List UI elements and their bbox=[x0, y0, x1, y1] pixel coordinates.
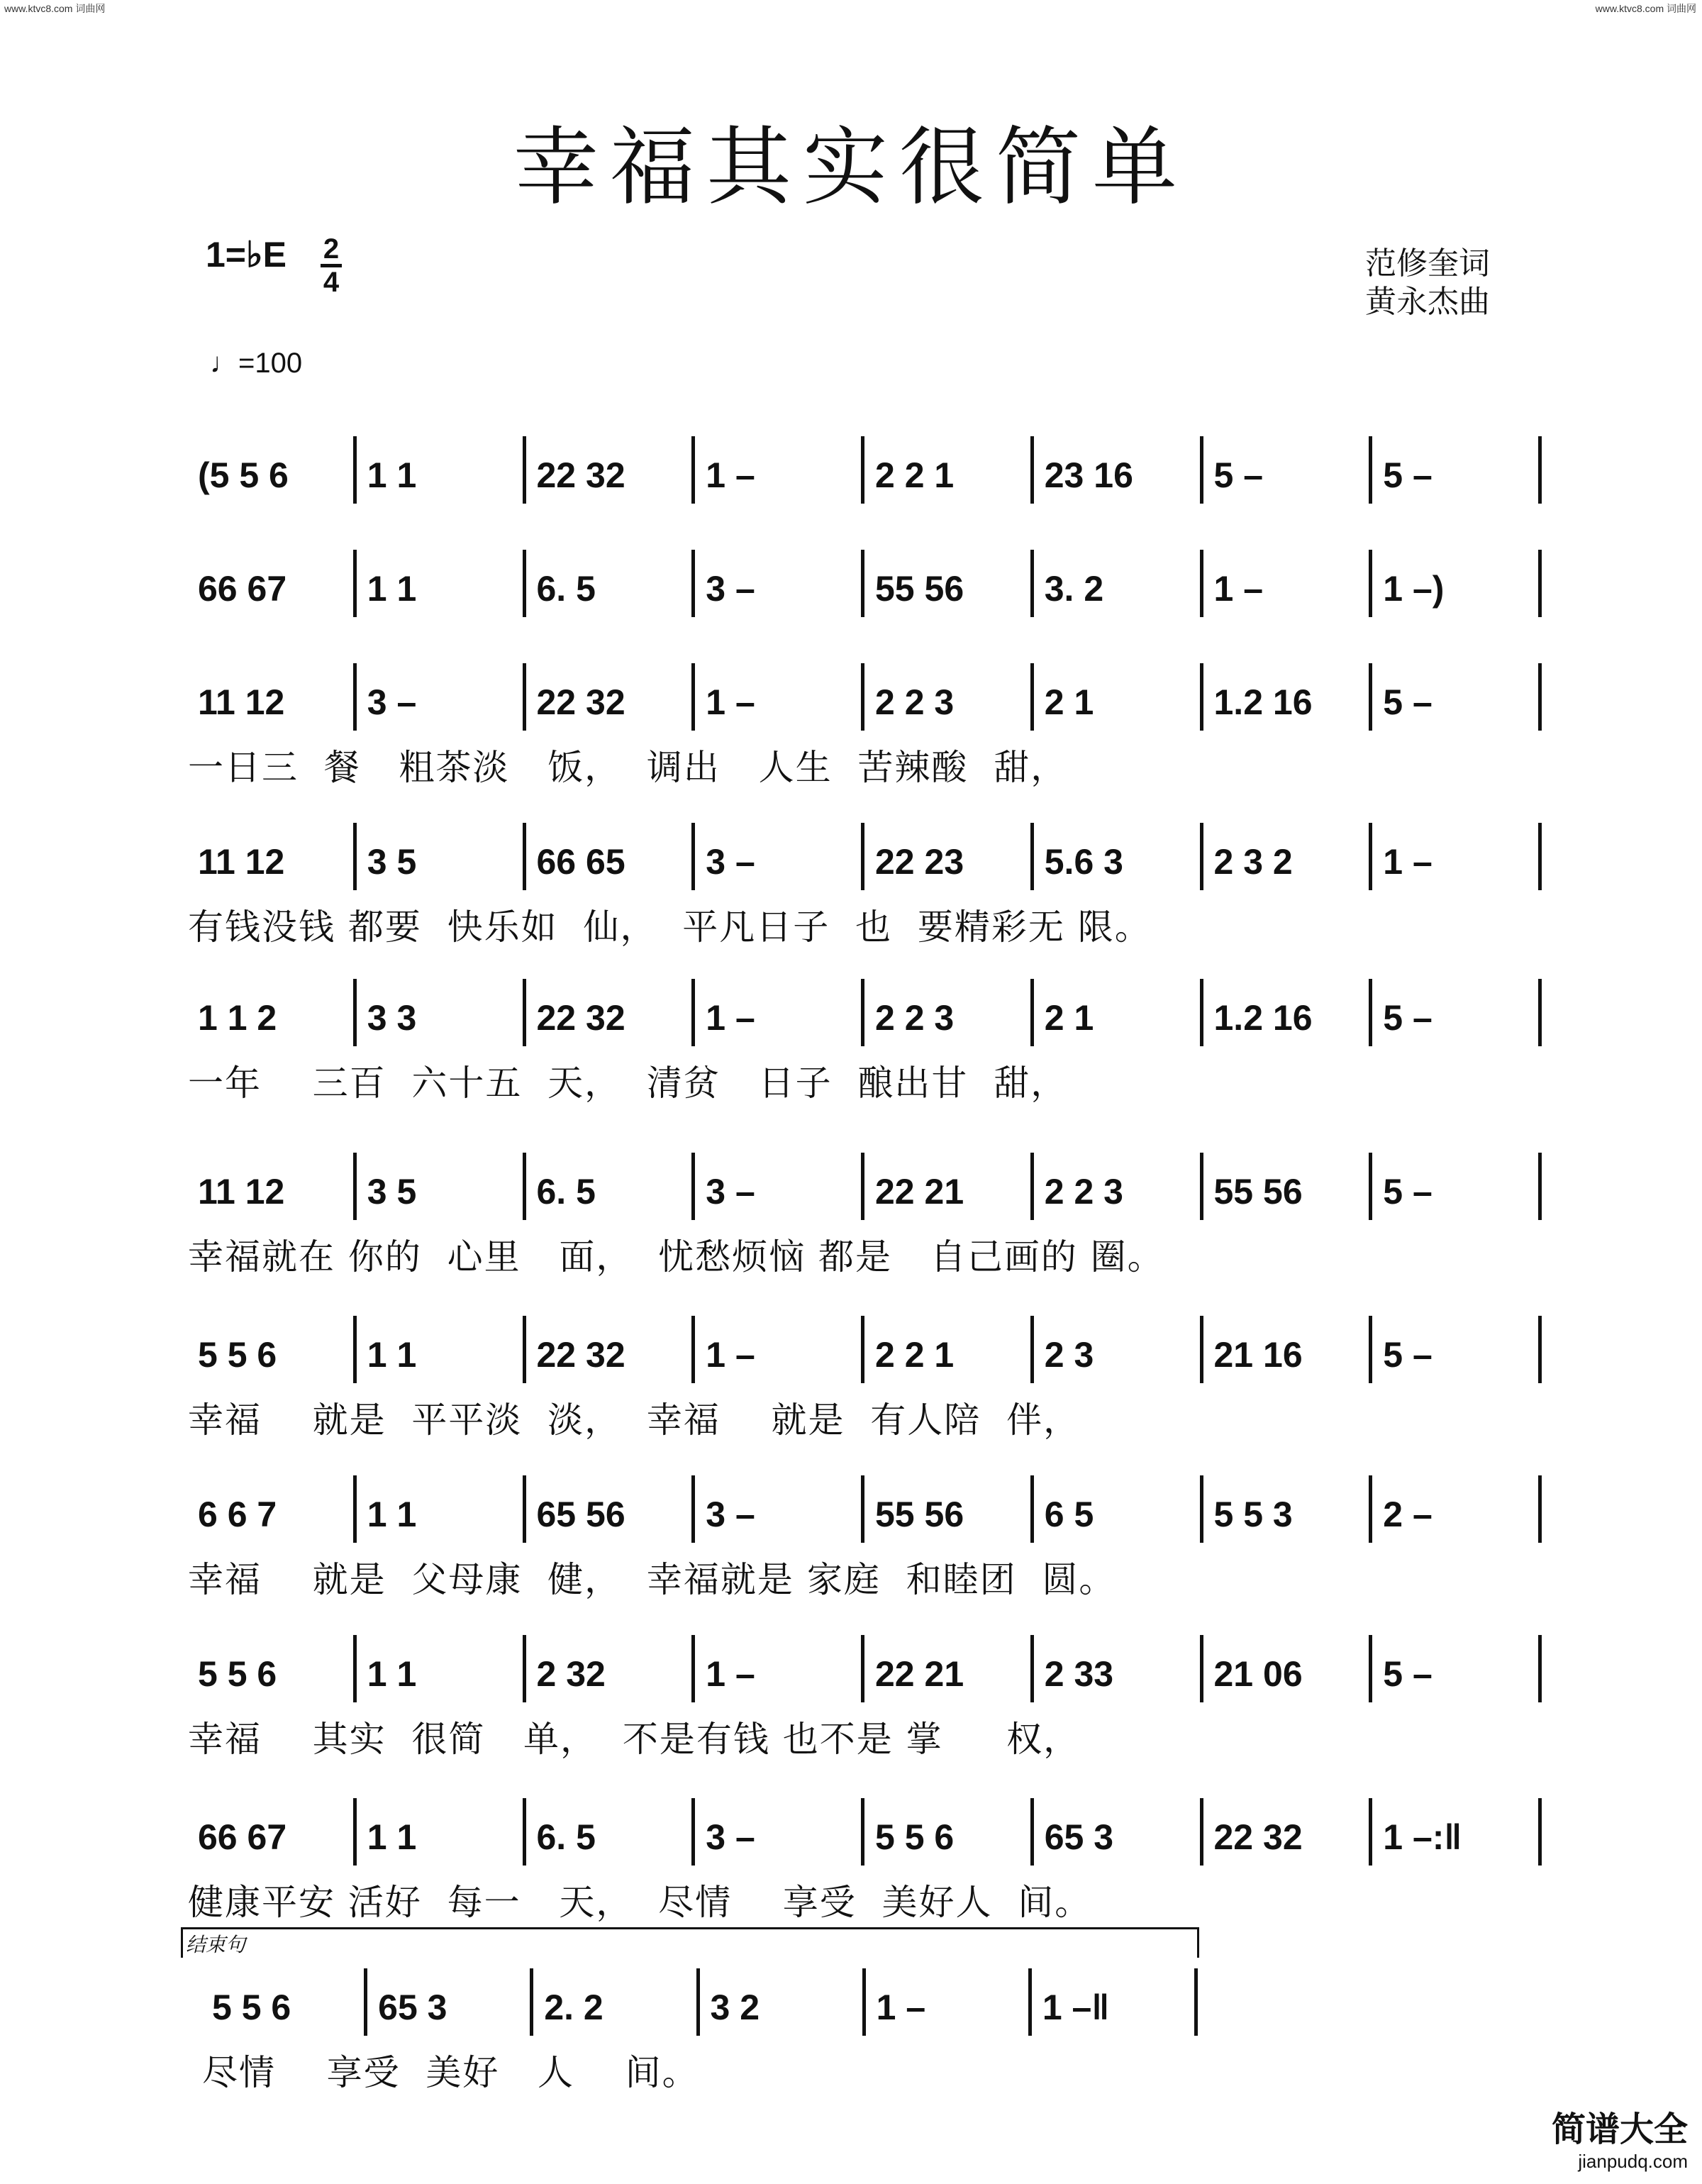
coda-row bbox=[0, 1986, 1702, 2092]
barline bbox=[1369, 979, 1372, 1046]
measure: 5 5 6 bbox=[198, 1654, 277, 1694]
barline bbox=[1369, 1798, 1372, 1866]
logo-site: jianpudq.com bbox=[1578, 2151, 1688, 2172]
barline bbox=[1030, 1475, 1034, 1543]
barline bbox=[530, 1968, 533, 2036]
measure: 6 6 7 bbox=[198, 1495, 277, 1534]
barline bbox=[691, 663, 695, 731]
measure: (5 5 6 bbox=[198, 455, 289, 495]
barline bbox=[353, 1153, 357, 1220]
barline bbox=[353, 979, 357, 1046]
staff-row bbox=[0, 997, 1702, 1103]
barline bbox=[1538, 663, 1542, 731]
barline bbox=[353, 436, 357, 504]
barline bbox=[696, 1968, 700, 2036]
barline bbox=[691, 1635, 695, 1702]
barline bbox=[691, 436, 695, 504]
measure: 11 12 bbox=[198, 1172, 285, 1212]
staff-row bbox=[0, 1816, 1702, 1922]
measure: 3 2 bbox=[710, 1988, 760, 2027]
measure: 1 – bbox=[706, 998, 755, 1038]
staff-row bbox=[0, 1334, 1702, 1440]
measure: 23 16 bbox=[1044, 455, 1133, 495]
measure: 22 32 bbox=[536, 682, 625, 722]
measure: 1 1 2 bbox=[198, 998, 277, 1038]
measure: 55 56 bbox=[875, 1495, 964, 1534]
barline bbox=[691, 1153, 695, 1220]
measure: 1 –‖ bbox=[1042, 1988, 1110, 2027]
measure: 5 – bbox=[1383, 998, 1433, 1038]
barline bbox=[353, 1475, 357, 1543]
measure: 66 67 bbox=[198, 569, 287, 609]
measure: 2 – bbox=[1383, 1495, 1433, 1534]
barline bbox=[862, 1968, 866, 2036]
measure: 5 – bbox=[1383, 455, 1433, 495]
barline bbox=[691, 550, 695, 617]
measure: 66 67 bbox=[198, 1817, 287, 1857]
time-signature bbox=[321, 234, 342, 297]
measure: 3 3 bbox=[367, 998, 417, 1038]
measure: 1 1 bbox=[367, 1817, 417, 1857]
measure: 2 3 2 bbox=[1213, 842, 1293, 882]
barline bbox=[1538, 1153, 1542, 1220]
barline bbox=[523, 1316, 526, 1383]
measure: 2 3 bbox=[1044, 1335, 1094, 1375]
tempo-marking: ♩=100 bbox=[210, 348, 303, 379]
barline bbox=[861, 1316, 864, 1383]
barline bbox=[691, 1316, 695, 1383]
staff-row bbox=[0, 1653, 1702, 1759]
measure: 3 – bbox=[706, 1495, 755, 1534]
measure: 2 32 bbox=[536, 1654, 606, 1694]
barline bbox=[1369, 1475, 1372, 1543]
measure: 11 12 bbox=[198, 682, 285, 722]
barline bbox=[1200, 1635, 1203, 1702]
measure: 6. 5 bbox=[536, 1172, 596, 1212]
measure: 22 21 bbox=[875, 1654, 964, 1694]
staff-row bbox=[0, 567, 1702, 674]
measure: 5 5 3 bbox=[1213, 1495, 1293, 1534]
measure: 3 – bbox=[706, 1172, 755, 1212]
barline bbox=[1369, 823, 1372, 890]
barline bbox=[1200, 550, 1203, 617]
measure: 2 2 1 bbox=[875, 455, 955, 495]
barline bbox=[523, 1635, 526, 1702]
measure: 65 3 bbox=[378, 1988, 447, 2027]
lyric-line: 幸福 就是 父母康 健， 幸福就是 家庭 和睦团 圆。 bbox=[188, 1559, 1116, 1600]
measure: 65 3 bbox=[1044, 1817, 1114, 1857]
measure: 3 5 bbox=[367, 842, 417, 882]
barline bbox=[691, 1475, 695, 1543]
measure: 22 32 bbox=[1213, 1817, 1303, 1857]
measure: 1 – bbox=[706, 1654, 755, 1694]
measure: 55 56 bbox=[1213, 1172, 1303, 1212]
measure: 1 – bbox=[706, 1335, 755, 1375]
measure: 2 2 3 bbox=[1044, 1172, 1123, 1212]
measure: 21 06 bbox=[1213, 1654, 1303, 1694]
measure: 3 – bbox=[706, 842, 755, 882]
measure: 1 1 bbox=[367, 1654, 417, 1694]
measure: 2 33 bbox=[1044, 1654, 1114, 1694]
barline bbox=[1030, 1798, 1034, 1866]
measure: 1 –) bbox=[1383, 569, 1445, 609]
song-title: 幸福其实很简单 bbox=[513, 118, 1189, 217]
measure: 5.6 3 bbox=[1044, 842, 1123, 882]
measure: 3. 2 bbox=[1044, 569, 1104, 609]
measure: 22 32 bbox=[536, 455, 625, 495]
measure: 1.2 16 bbox=[1213, 682, 1313, 722]
barline bbox=[1194, 1968, 1198, 2036]
barline bbox=[1538, 979, 1542, 1046]
measure: 22 32 bbox=[536, 998, 625, 1038]
barline bbox=[353, 550, 357, 617]
measure: 6. 5 bbox=[536, 569, 596, 609]
watermark-right: www.ktvc8.com 词曲网 bbox=[1595, 3, 1696, 14]
barline bbox=[523, 979, 526, 1046]
measure: 1 – bbox=[706, 682, 755, 722]
measure: 6 5 bbox=[1044, 1495, 1094, 1534]
measure: 5 – bbox=[1213, 455, 1264, 495]
measure: 65 56 bbox=[536, 1495, 625, 1534]
barline bbox=[861, 1475, 864, 1543]
measure: 1 1 bbox=[367, 569, 417, 609]
meter-top: 2 bbox=[323, 233, 340, 265]
barline bbox=[1200, 1475, 1203, 1543]
measure: 5 – bbox=[1383, 1335, 1433, 1375]
site-logo bbox=[1552, 2102, 1688, 2173]
barline bbox=[1200, 1798, 1203, 1866]
barline bbox=[1200, 436, 1203, 504]
barline bbox=[861, 663, 864, 731]
barline bbox=[523, 1153, 526, 1220]
measure: 55 56 bbox=[875, 569, 964, 609]
measure: 1 1 bbox=[367, 455, 417, 495]
barline bbox=[1538, 550, 1542, 617]
barline bbox=[364, 1968, 367, 2036]
barline bbox=[1538, 823, 1542, 890]
barline bbox=[1200, 979, 1203, 1046]
measure: 5 – bbox=[1383, 1654, 1433, 1694]
measure: 2 2 1 bbox=[875, 1335, 955, 1375]
barline bbox=[861, 979, 864, 1046]
barline bbox=[1030, 550, 1034, 617]
measure: 1 1 bbox=[367, 1495, 417, 1534]
measure: 3 – bbox=[706, 1817, 755, 1857]
lyric-line: 健康平安 活好 每一 天， 尽情 享受 美好人 间。 bbox=[188, 1882, 1092, 1923]
barline bbox=[1200, 1316, 1203, 1383]
measure: 5 5 6 bbox=[198, 1335, 277, 1375]
barline bbox=[1538, 1798, 1542, 1866]
staff-row bbox=[0, 454, 1702, 560]
measure: 21 16 bbox=[1213, 1335, 1303, 1375]
barline bbox=[523, 1475, 526, 1543]
measure: 5 – bbox=[1383, 1172, 1433, 1212]
barline bbox=[861, 1635, 864, 1702]
staff-row bbox=[0, 1493, 1702, 1600]
barline bbox=[861, 823, 864, 890]
barline bbox=[1369, 550, 1372, 617]
barline bbox=[1200, 1153, 1203, 1220]
measure: 2 2 3 bbox=[875, 682, 955, 722]
watermark-left: www.ktvc8.com 词曲网 bbox=[4, 3, 106, 14]
barline bbox=[353, 663, 357, 731]
measure: 1 – bbox=[1213, 569, 1264, 609]
barline bbox=[1538, 1475, 1542, 1543]
barline bbox=[1030, 823, 1034, 890]
measure: 2 1 bbox=[1044, 998, 1094, 1038]
barline bbox=[523, 663, 526, 731]
barline bbox=[1369, 1316, 1372, 1383]
barline bbox=[691, 1798, 695, 1866]
measure: 2 2 3 bbox=[875, 998, 955, 1038]
logo-name: 简谱大全 bbox=[1551, 2110, 1688, 2149]
measure: 1 1 bbox=[367, 1335, 417, 1375]
barline bbox=[1028, 1968, 1032, 2036]
barline bbox=[1538, 436, 1542, 504]
measure: 5 – bbox=[1383, 682, 1433, 722]
measure: 11 12 bbox=[198, 842, 285, 882]
barline bbox=[353, 1635, 357, 1702]
barline bbox=[1200, 663, 1203, 731]
lyric-line: 幸福就在 你的 心里 面， 忧愁烦恼 都是 自己画的 圈。 bbox=[188, 1236, 1164, 1277]
barline bbox=[1538, 1316, 1542, 1383]
barline bbox=[1369, 1635, 1372, 1702]
lyric-line: 一日三 餐 粗茶淡 饭， 调出 人生 苦辣酸 甜， bbox=[188, 747, 1068, 788]
measure: 22 23 bbox=[875, 842, 964, 882]
barline bbox=[1369, 663, 1372, 731]
barline bbox=[1030, 1153, 1034, 1220]
barline bbox=[691, 823, 695, 890]
measure: 1 – bbox=[1383, 842, 1433, 882]
measure: 66 65 bbox=[536, 842, 625, 882]
barline bbox=[523, 436, 526, 504]
lyric-line: 尽情 享受 美好 人 间。 bbox=[202, 2052, 699, 2093]
barline bbox=[861, 1798, 864, 1866]
composer-credit: 黄永杰曲 bbox=[1365, 284, 1490, 320]
measure: 3 – bbox=[706, 569, 755, 609]
measure: 2. 2 bbox=[544, 1988, 604, 2027]
lyric-line: 幸福 其实 很简 单， 不是有钱 也不是 掌 权， bbox=[188, 1719, 1081, 1760]
barline bbox=[353, 1316, 357, 1383]
measure: 3 – bbox=[367, 682, 417, 722]
barline bbox=[1538, 1635, 1542, 1702]
measure: 22 32 bbox=[536, 1335, 625, 1375]
barline bbox=[353, 1798, 357, 1866]
barline bbox=[523, 823, 526, 890]
staff-row bbox=[0, 841, 1702, 947]
staff-row bbox=[0, 1170, 1702, 1277]
lyric-line: 一年 三百 六十五 天， 清贫 日子 酿出甘 甜， bbox=[188, 1063, 1068, 1104]
coda-label: 结束句 bbox=[186, 1933, 246, 1956]
measure: 2 1 bbox=[1044, 682, 1094, 722]
measure: 22 21 bbox=[875, 1172, 964, 1212]
barline bbox=[1030, 1316, 1034, 1383]
barline bbox=[1030, 979, 1034, 1046]
barline bbox=[353, 823, 357, 890]
barline bbox=[861, 1153, 864, 1220]
measure: 5 5 6 bbox=[212, 1988, 291, 2027]
barline bbox=[861, 550, 864, 617]
measure: 5 5 6 bbox=[875, 1817, 955, 1857]
lyricist-credit: 范修奎词 bbox=[1365, 245, 1490, 282]
barline bbox=[1200, 823, 1203, 890]
credits bbox=[1365, 245, 1490, 321]
barline bbox=[1369, 436, 1372, 504]
measure: 3 5 bbox=[367, 1172, 417, 1212]
barline bbox=[861, 436, 864, 504]
meter-bottom: 4 bbox=[323, 267, 340, 298]
barline bbox=[1030, 1635, 1034, 1702]
staff-row bbox=[0, 681, 1702, 787]
measure: 1 – bbox=[706, 455, 755, 495]
barline bbox=[691, 979, 695, 1046]
key-signature: 1=♭E bbox=[206, 235, 287, 275]
barline bbox=[523, 1798, 526, 1866]
lyric-line: 有钱没钱 都要 快乐如 仙， 平凡日子 也 要精彩无 限。 bbox=[188, 907, 1152, 948]
measure: 1 –:‖ bbox=[1383, 1817, 1462, 1857]
barline bbox=[1030, 663, 1034, 731]
barline bbox=[1030, 436, 1034, 504]
measure: 1 – bbox=[876, 1988, 926, 2027]
measure: 6. 5 bbox=[536, 1817, 596, 1857]
measure: 1.2 16 bbox=[1213, 998, 1313, 1038]
coda-bracket bbox=[181, 1927, 1199, 1958]
barline bbox=[1369, 1153, 1372, 1220]
barline bbox=[523, 550, 526, 617]
lyric-line: 幸福 就是 平平淡 淡， 幸福 就是 有人陪 伴， bbox=[188, 1399, 1081, 1441]
